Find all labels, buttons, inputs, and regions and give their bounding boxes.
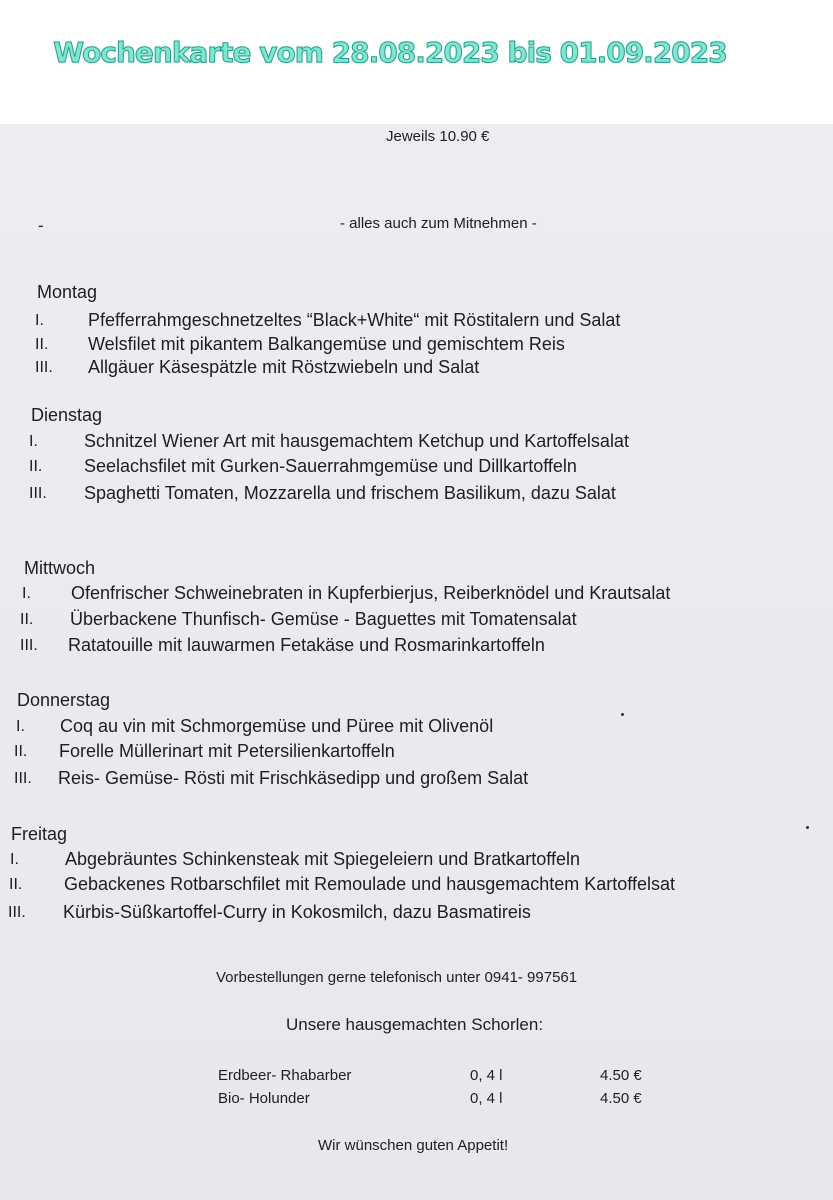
- preorder-note: Vorbestellungen gerne telefonisch unter 0941- 997561: [216, 969, 578, 986]
- closing-note: Wir wünschen guten Appetit!: [318, 1137, 509, 1154]
- drink-price: 4.50 €: [600, 1090, 642, 1107]
- day-heading-mittwoch: Mittwoch: [24, 558, 96, 578]
- drink-price: 4.50 €: [600, 1067, 642, 1084]
- day-heading-dienstag: Dienstag: [31, 405, 103, 425]
- menu-item: Reis- Gemüse- Rösti mit Frischkäsedipp und großem Salat: [58, 768, 529, 788]
- speck-mark: [806, 826, 809, 829]
- menu-item: Allgäuer Käsespätzle mit Röstzwiebeln und Salat: [88, 357, 480, 377]
- menu-item: Abgebräuntes Schinkensteak mit Spiegeleiern und Bratkartoffeln: [65, 849, 580, 869]
- item-number: III.: [35, 359, 53, 376]
- item-number: I.: [16, 718, 25, 735]
- item-number: I.: [35, 312, 44, 329]
- menu-item: Coq au vin mit Schmorgemüse und Püree mit Olivenöl: [60, 716, 494, 736]
- item-number: III.: [8, 904, 26, 921]
- item-number: II.: [20, 611, 34, 628]
- item-number: II.: [29, 458, 43, 475]
- menu-title: Wochenkarte vom 28.08.2023 bis 01.09.2023: [53, 36, 727, 69]
- item-number: II.: [14, 743, 28, 760]
- stray-dash: -: [38, 216, 44, 235]
- menu-item: Ofenfrischer Schweinebraten in Kupferbierjus, Reiberknödel und Krautsalat: [71, 583, 671, 603]
- item-number: III.: [29, 485, 47, 502]
- menu-sheet: [0, 124, 833, 1200]
- item-number: I.: [10, 851, 19, 868]
- takeaway-note: - alles auch zum Mitnehmen -: [340, 215, 537, 232]
- price-note: Jeweils 10.90 €: [386, 128, 490, 145]
- menu-item: Spaghetti Tomaten, Mozzarella und frischem Basilikum, dazu Salat: [84, 483, 616, 503]
- menu-item: Überbackene Thunfisch- Gemüse - Baguettes mit Tomatensalat: [70, 609, 577, 629]
- drink-name: Bio- Holunder: [218, 1090, 310, 1107]
- menu-item: Forelle Müllerinart mit Petersilienkartoffeln: [59, 741, 395, 761]
- drink-size: 0, 4 l: [470, 1067, 503, 1084]
- menu-item: Gebackenes Rotbarschfilet mit Remoulade und hausgemachtem Kartoffelsat: [64, 874, 675, 894]
- day-heading-donnerstag: Donnerstag: [17, 690, 111, 710]
- menu-item: Ratatouille mit lauwarmen Fetakäse und Rosmarinkartoffeln: [68, 635, 545, 655]
- menu-item: Schnitzel Wiener Art mit hausgemachtem Ketchup und Kartoffelsalat: [84, 431, 629, 451]
- speck-mark: [621, 713, 624, 716]
- item-number: II.: [35, 336, 49, 353]
- item-number: III.: [20, 637, 38, 654]
- day-heading-freitag: Freitag: [11, 824, 68, 844]
- item-number: I.: [22, 585, 31, 602]
- menu-item: Kürbis-Süßkartoffel-Curry in Kokosmilch, dazu Basmatireis: [63, 902, 531, 922]
- menu-item: Pfefferrahmgeschnetzeltes “Black+White“ mit Röstitalern und Salat: [88, 310, 621, 330]
- item-number: I.: [29, 433, 38, 450]
- menu-item: Seelachsfilet mit Gurken-Sauerrahmgemüse und Dillkartoffeln: [84, 456, 577, 476]
- menu-item: Welsfilet mit pikantem Balkangemüse und gemischtem Reis: [88, 334, 565, 354]
- item-number: II.: [9, 876, 23, 893]
- drink-name: Erdbeer- Rhabarber: [218, 1067, 352, 1084]
- drinks-heading: Unsere hausgemachten Schorlen:: [286, 1015, 544, 1034]
- day-heading-montag: Montag: [37, 282, 98, 302]
- item-number: III.: [14, 770, 32, 787]
- drink-size: 0, 4 l: [470, 1090, 503, 1107]
